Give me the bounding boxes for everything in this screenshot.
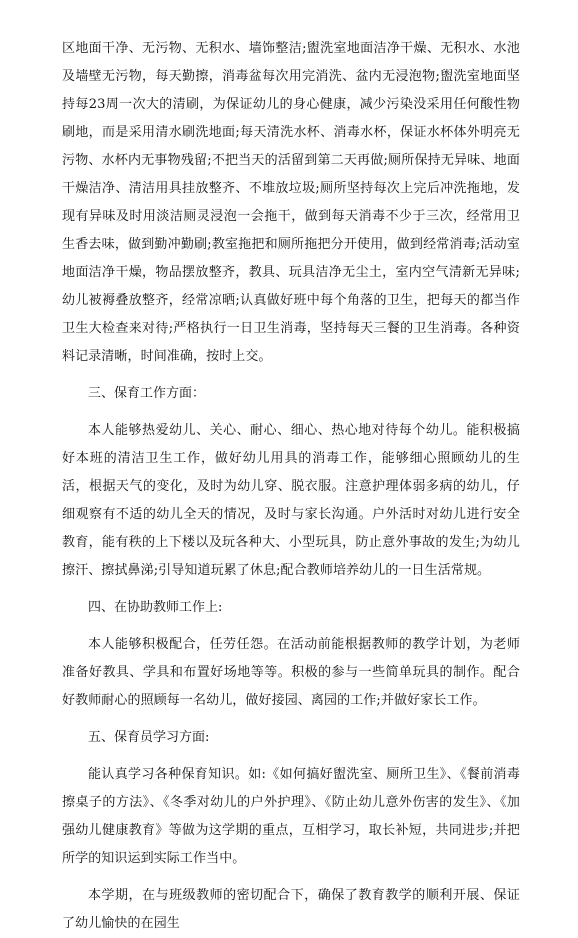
document-page [62,35,520,938]
section-heading-assist-teacher: 四、在协助教师工作上: [88,600,223,615]
paragraph-hygiene-details: 区地面干净、无污物、无积水、墙饰整洁;盥洗室地面洁净干燥、无积水、水池及墙壁无污物，每天勤擦，消毒盆每次用完消洗、盆内无浸泡物;盥洗室地面坚持每23周一次大的清刷，为保证幼儿的身心健康，减少污染没采用任何酸性物刷地，而是采用清水刷洗地面;每天清洗水杯、消毒水杯，保证水杯体外明亮无污物、水杯内无事物残留;不把当天的活留到第二天再做;厕所保持无异味、地面干燥洁净、清洁用具挂放整齐、不堆放垃圾;厕所坚持每次上完后冲洗拖地，发现有异味及时用淡洁厕灵浸泡一会拖干，做到每天消毒不少于三次，经常用卫生香去味，做到勤冲勤刷;教室拖把和厕所拖把分开使用，做到经常消毒;活动室地面洁净干燥，物品摆放整齐，教具、玩具洁净无尘土，室内空气清新无异味;幼儿被褥叠放整齐，经常凉晒;认真做好班中每个角落的卫生，把每天的都当作卫生大检查来对待;严格执行一日卫生消毒，坚持每天三餐的卫生消毒。各种资料记录清晰，时间准确，按时上交。 [62,41,520,364]
section-heading-study: 五、保育员学习方面: [88,730,210,745]
paragraph-care-work: 本人能够热爱幼儿、关心、耐心、细心、热心地对待每个幼儿。能积极搞好本班的清洁卫生工作，做好幼儿用具的消毒工作，能够细心照顾幼儿的生活，根据天气的变化，及时为幼儿穿、脱衣服。注意护理体弱多病的幼儿，仔细观察有不适的幼儿全天的情况，及时与家长沟通。户外活时对幼儿进行安全教育，能有秩的上下楼以及玩各种大、小型玩具，防止意外事故的发生;为幼儿擦汗、擦拭鼻涕;引导知道玩累了休息;配合教师培养幼儿的一日生活常规。 [62,423,520,578]
paragraph-study: 能认真学习各种保育知识。如:《如何搞好盥洗室、厕所卫生》、《餐前消毒擦桌子的方法》、《冬季对幼儿的户外护理》、《防止幼儿意外伤害的发生》、《加强幼儿健康教育》等做为这学期的重点，互相学习，取长补短，共同进步;并把所学的知识运到实际工作当中。 [62,767,520,866]
paragraph-assist-teacher: 本人能够积极配合，任劳任怨。在活动前能根据教师的教学计划，为老师准备好教具、学具和布置好场地等等。积极的参与一些简单玩具的制作。配合好教师耐心的照顾每一名幼儿，做好接园、离园的工作;并做好家长工作。 [62,637,520,708]
section-heading-care-work: 三、保育工作方面： [88,386,206,401]
paragraph-semester-summary: 本学期，在与班级教师的密切配合下，确保了教育教学的顺利开展、保证了幼儿愉快的在园生 [62,888,520,931]
